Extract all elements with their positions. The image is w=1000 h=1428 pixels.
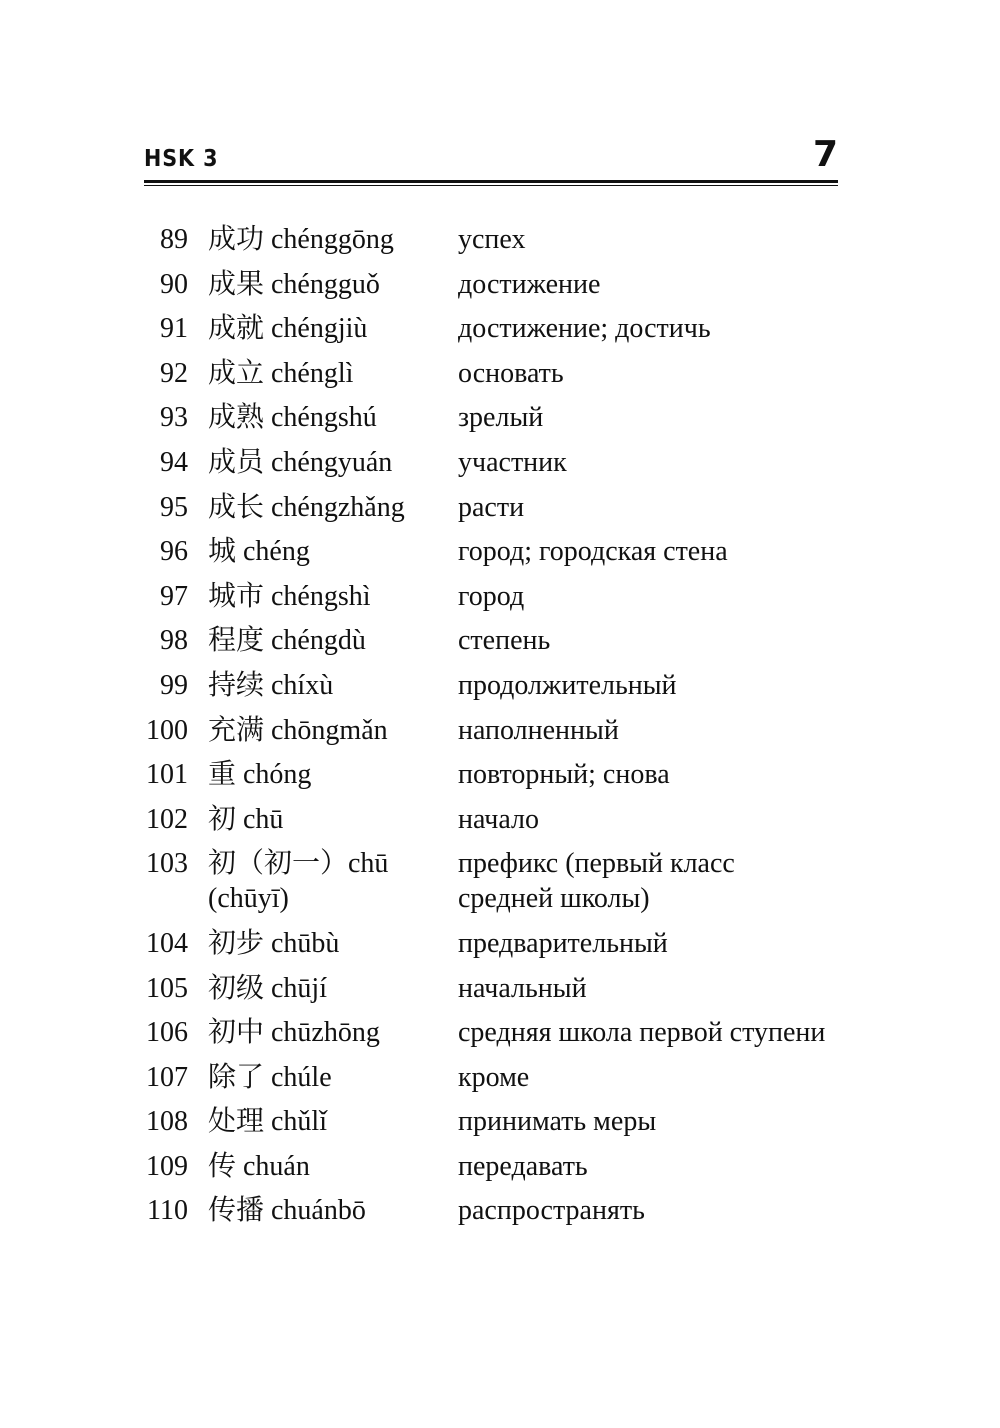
entry-translation: достижение: [458, 268, 601, 300]
vocab-entry: [140, 311, 840, 346]
entry-number: 92: [160, 357, 188, 389]
entry-translation: префикс (первый класс средней школы): [458, 848, 735, 915]
entry-word: 充满 chōngmǎn: [208, 714, 388, 746]
vocab-entry: [140, 1149, 840, 1184]
entry-translation: передавать: [458, 1150, 588, 1182]
vocab-entry: [140, 623, 840, 658]
entry-word: 传 chuán: [208, 1150, 310, 1182]
entry-word: 成就 chéngjiù: [208, 313, 368, 345]
vocab-entry: [140, 267, 840, 302]
header-rule-thin: [144, 185, 838, 186]
entry-number: 103: [146, 848, 188, 880]
entry-translation: наполненный: [458, 714, 619, 746]
header-rule: [144, 180, 838, 183]
vocab-entry: [140, 757, 840, 792]
entry-number: 102: [146, 803, 188, 835]
entry-word: 城 chéng: [208, 536, 310, 568]
entry-word: 城市 chéngshì: [208, 580, 371, 612]
vocab-entry: [140, 971, 840, 1006]
entry-number: 98: [160, 625, 188, 657]
vocab-entry: [140, 490, 840, 525]
entry-word: 初 chū: [208, 803, 284, 835]
entry-translation: успех: [458, 224, 526, 255]
entry-translation: достижение; достичь: [458, 313, 711, 345]
entry-number: 95: [160, 491, 188, 523]
entry-number: 91: [160, 313, 188, 345]
vocab-entry: [140, 926, 840, 961]
entry-translation: город; городская стена: [458, 536, 728, 568]
vocab-entry: [140, 802, 840, 837]
vocab-entry: [140, 400, 840, 435]
vocab-entry: [140, 579, 840, 614]
entry-word: 成果 chéngguǒ: [208, 268, 380, 300]
entry-translation: средняя школа первой ступени: [458, 1017, 826, 1049]
vocab-entry: [140, 222, 840, 257]
entry-number: 96: [160, 536, 188, 568]
entry-word: 初中 chūzhōng: [208, 1017, 380, 1049]
entry-word: 程度 chéngdù: [208, 625, 366, 657]
entry-word: 处理 chǔlǐ: [208, 1106, 327, 1138]
vocab-entry: [140, 1104, 840, 1139]
entry-translation: зрелый: [458, 402, 544, 434]
vocab-entry: [140, 1015, 840, 1050]
vocabulary-list: [140, 222, 840, 1238]
entry-number: 97: [160, 580, 188, 612]
vocab-entry: [140, 713, 840, 748]
vocab-entry: [140, 534, 840, 569]
entry-word: 成功 chénggōng: [208, 224, 394, 255]
vocab-entry: [140, 846, 840, 916]
entry-number: 99: [160, 669, 188, 701]
entry-number: 110: [147, 1195, 188, 1227]
entry-translation: основать: [458, 357, 564, 389]
entry-number: 109: [146, 1150, 188, 1182]
entry-number: 93: [160, 402, 188, 434]
entry-translation: расти: [458, 491, 525, 523]
entry-word: 成员 chéngyuán: [208, 446, 393, 478]
entry-number: 105: [146, 972, 188, 1004]
entry-translation: продолжительный: [458, 669, 677, 701]
entry-number: 90: [160, 268, 188, 300]
page-number: 7: [812, 134, 838, 175]
entry-translation: начало: [458, 803, 540, 835]
entry-word: 初步 chūbù: [208, 927, 340, 959]
entry-number: 108: [146, 1106, 188, 1138]
entry-word: 成熟 chéngshú: [208, 402, 377, 434]
entry-translation: кроме: [458, 1061, 530, 1093]
entry-word: 除了 chúle: [208, 1061, 332, 1093]
vocab-entry: [140, 1193, 840, 1228]
entry-number: 89: [160, 224, 188, 255]
entry-word: 成立 chénglì: [208, 357, 354, 389]
entry-word: 重 chóng: [208, 759, 312, 791]
entry-translation: повторный; снова: [458, 759, 670, 791]
entry-word: 初级 chūjí: [208, 972, 327, 1004]
entry-translation: распространять: [458, 1195, 645, 1227]
entry-translation: степень: [458, 625, 551, 657]
entry-word: 传播 chuánbō: [208, 1195, 366, 1227]
entry-word: 持续 chíxù: [208, 669, 334, 701]
entry-number: 104: [146, 927, 188, 959]
vocab-entry: [140, 356, 840, 391]
vocab-entry: [140, 445, 840, 480]
entry-word: 初（初一）chū (chūyī): [208, 848, 389, 915]
entry-number: 94: [160, 446, 188, 478]
entry-translation: начальный: [458, 972, 587, 1004]
entry-translation: предварительный: [458, 927, 668, 959]
entry-number: 100: [146, 714, 188, 746]
vocab-entry: [140, 668, 840, 703]
entry-translation: город: [458, 580, 525, 612]
vocab-entry: [140, 1060, 840, 1095]
entry-translation: участник: [458, 446, 567, 478]
entry-word: 成长 chéngzhǎng: [208, 491, 405, 523]
entry-number: 101: [146, 759, 188, 791]
entry-number: 107: [146, 1061, 188, 1093]
entry-translation: принимать меры: [458, 1106, 657, 1138]
entry-number: 106: [146, 1017, 188, 1049]
section-title: HSK 3: [144, 146, 219, 172]
